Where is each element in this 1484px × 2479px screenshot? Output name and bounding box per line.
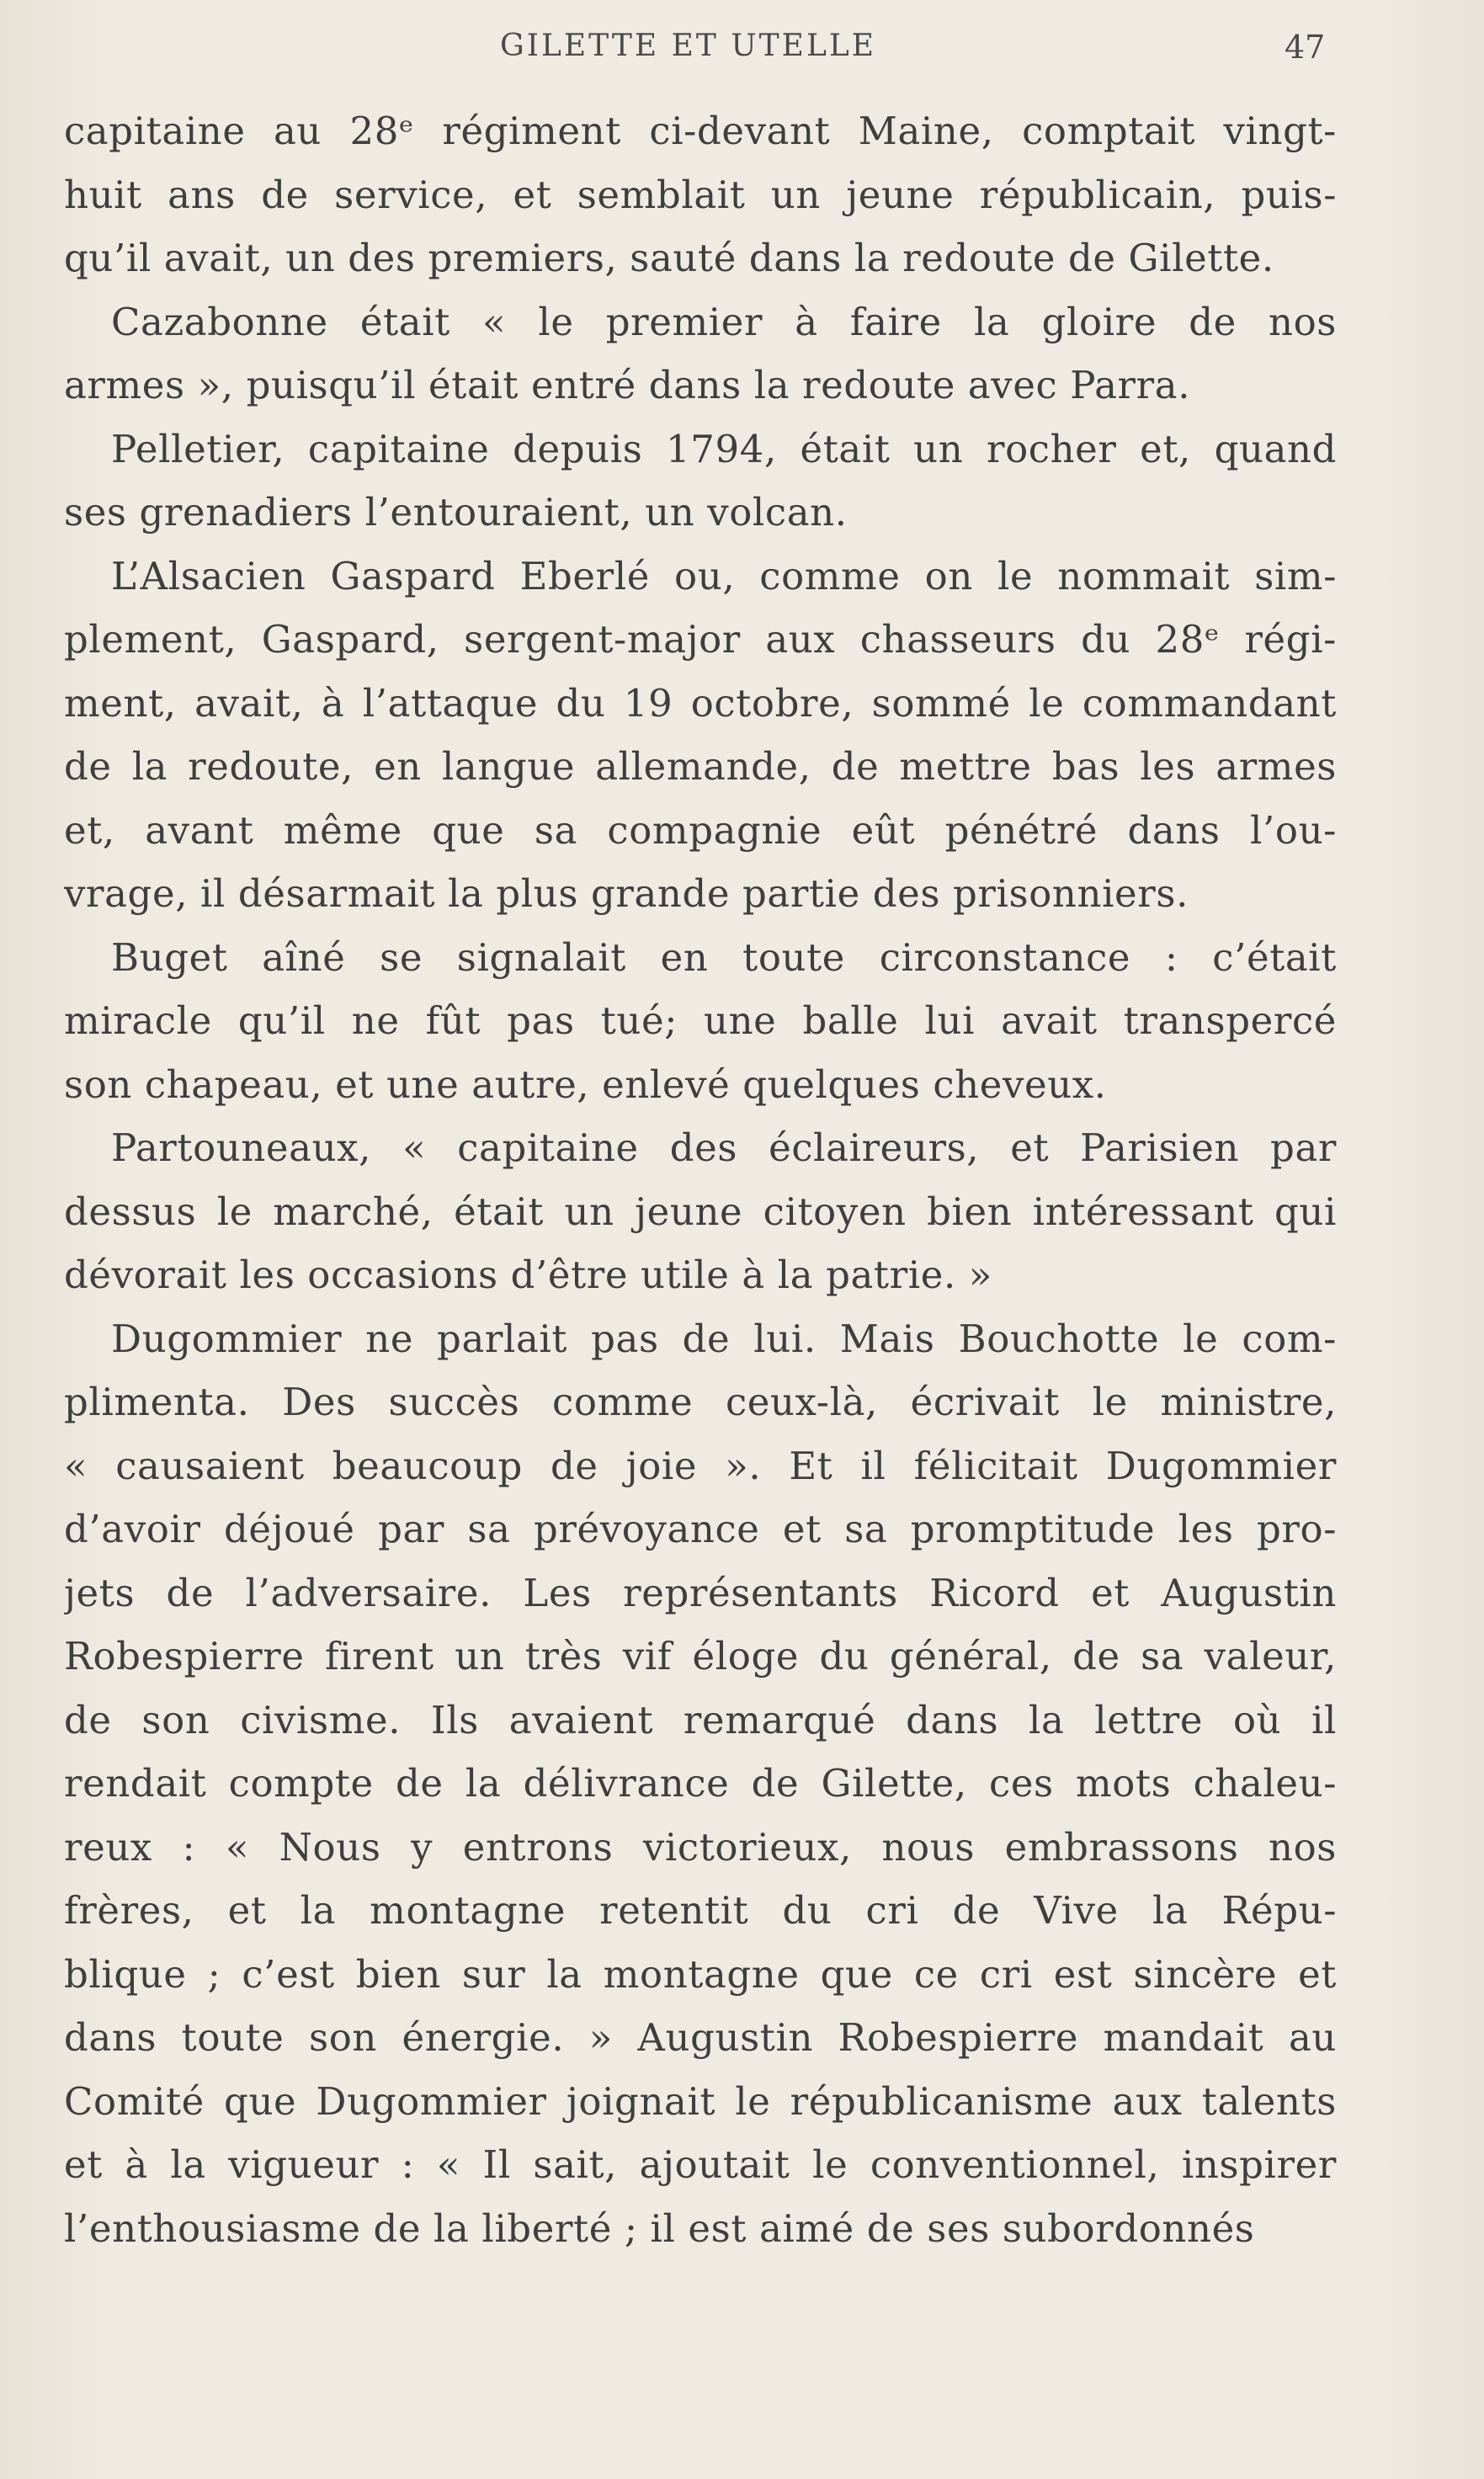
running-title: GILETTE ET UTELLE	[500, 29, 877, 63]
text-line: blique ; c’est bien sur la montagne que ce cri est sincère et	[64, 1951, 1337, 1997]
text-line: Buget aîné se signalait en toute circonstance : c’était	[111, 934, 1337, 980]
text-line: « causaient beaucoup de joie ». Et il félicitait Dugommier	[64, 1443, 1337, 1488]
text-line: capitaine au 28ᵉ régiment ci-devant Maine, comptait vingt-	[64, 109, 1337, 153]
text-line: dans toute son énergie. » Augustin Robespierre mandait au	[64, 2015, 1337, 2060]
text-line: Partouneaux, « capitaine des éclaireurs, et Parisien par	[111, 1125, 1337, 1170]
text-line: L’Alsacien Gaspard Eberlé ou, comme on le nommait sim-	[111, 553, 1337, 598]
text-line: rendait compte de la délivrance de Gilette, ces mots chaleu-	[64, 1761, 1337, 1806]
text-line: armes », puisqu’il était entré dans la redoute avec Parra.	[64, 363, 1191, 407]
text-line: de son civisme. Ils avaient remarqué dans la lettre où il	[64, 1697, 1337, 1742]
text-line: ment, avait, à l’attaque du 19 octobre, sommé le commandant	[64, 680, 1337, 726]
text-line: vrage, il désarmait la plus grande partie des prisonniers.	[64, 871, 1189, 916]
page-number: 47	[1285, 29, 1326, 66]
text-line: d’avoir déjoué par sa prévoyance et sa promptitude les pro-	[64, 1507, 1337, 1551]
text-line: dévorait les occasions d’être utile à la patrie. »	[64, 1253, 992, 1297]
running-head	[0, 24, 1484, 74]
text-line: Pelletier, capitaine depuis 1794, était un rocher et, quand	[111, 426, 1337, 471]
text-line: l’enthousiasme de la liberté ; il est aimé de ses subordonnés	[64, 2205, 1255, 2251]
text-line: dessus le marché, était un jeune citoyen bien intéressant qui	[64, 1189, 1337, 1234]
text-line: Cazabonne était « le premier à faire la gloire de nos	[111, 299, 1337, 344]
text-line: frères, et la montagne retentit du cri de Vive la Répu-	[64, 1888, 1337, 1933]
text-line: de la redoute, en langue allemande, de mettre bas les armes	[64, 744, 1337, 789]
text-line: Robespierre firent un très vif éloge du général, de sa valeur,	[64, 1634, 1337, 1678]
text-line: Dugommier ne parlait pas de lui. Mais Bouchotte le com-	[111, 1316, 1337, 1361]
text-line: jets de l’adversaire. Les représentants Ricord et Augustin	[64, 1570, 1337, 1615]
text-line: et à la vigueur : « Il sait, ajoutait le conventionnel, inspirer	[64, 2142, 1337, 2187]
text-line: ses grenadiers l’entouraient, un volcan.	[64, 490, 848, 535]
text-line: miracle qu’il ne fût pas tué; une balle lui avait transpercé	[64, 998, 1337, 1043]
text-line: son chapeau, et une autre, enlevé quelques cheveux.	[64, 1061, 1107, 1107]
text-line: plimenta. Des succès comme ceux-là, écrivait le ministre,	[64, 1380, 1337, 1424]
text-line: et, avant même que sa compagnie eût pénétré dans l’ou-	[64, 807, 1337, 853]
text-line: qu’il avait, un des premiers, sauté dans la redoute de Gilette.	[64, 236, 1274, 280]
text-line: Comité que Dugommier joignait le républicanisme aux talents	[64, 2078, 1337, 2124]
text-line: reux : « Nous y entrons victorieux, nous embrassons nos	[64, 1824, 1337, 1870]
text-line: plement, Gaspard, sergent-major aux chasseurs du 28ᵉ régi-	[64, 617, 1337, 662]
body-text	[64, 99, 1337, 2260]
text-line: huit ans de service, et semblait un jeune républicain, puis-	[64, 172, 1337, 217]
